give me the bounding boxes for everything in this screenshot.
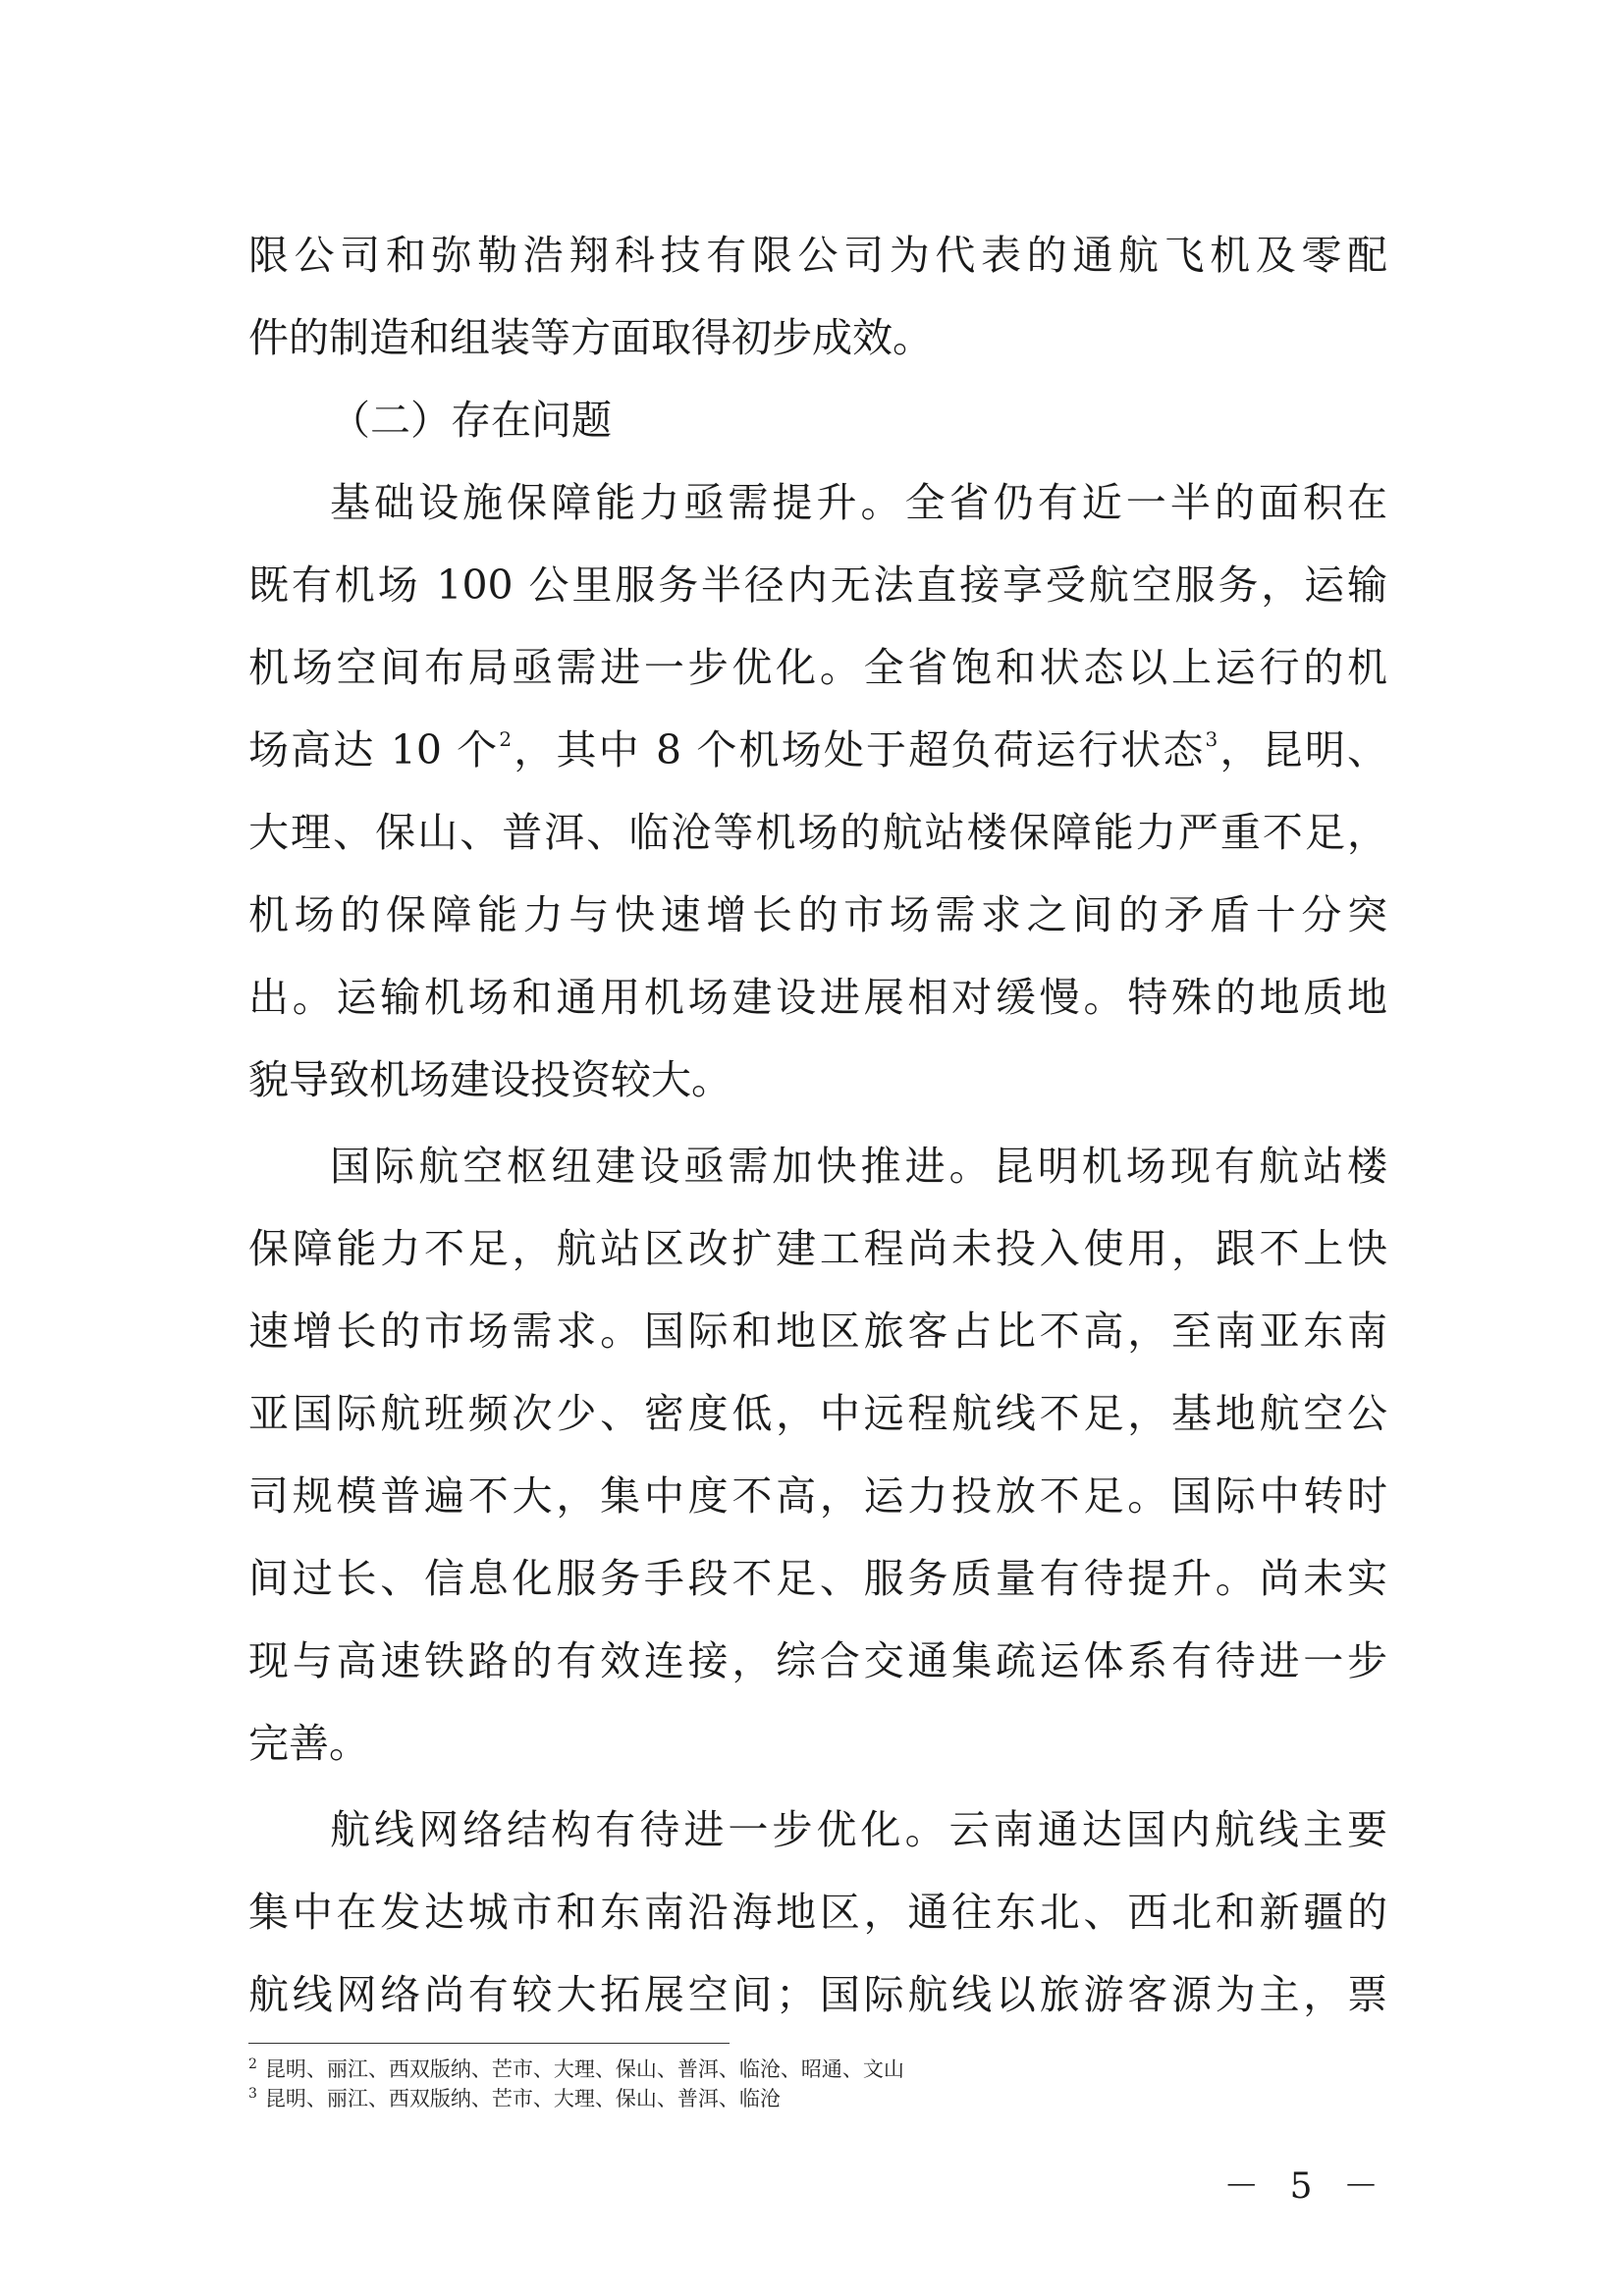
- text-line: 司规模普遍不大，集中度不高，运力投放不足。国际中转时: [248, 1472, 1387, 1520]
- text-line: 航线网络尚有较大拓展空间；国际航线以旅游客源为主，票: [248, 1971, 1387, 2018]
- text-line: 集中在发达城市和东南沿海地区，通往东北、西北和新疆的: [248, 1889, 1387, 1936]
- text-line: 完善。: [248, 1720, 369, 1767]
- text-segment: 场高达 10 个: [248, 726, 500, 774]
- text-line: 亚国际航班频次少、密度低，中远程航线不足，基地航空公: [248, 1390, 1387, 1437]
- text-line: 航线网络结构有待进一步优化。云南通达国内航线主要: [330, 1806, 1387, 1853]
- footnote-marker: 2: [248, 2056, 257, 2072]
- page-number: － 5 －: [1223, 2166, 1388, 2207]
- text-line: 机场空间布局亟需进一步优化。全省饱和状态以上运行的机: [248, 644, 1387, 691]
- text-line: 国际航空枢纽建设亟需加快推进。昆明机场现有航站楼: [330, 1143, 1387, 1190]
- paragraph-hub: [248, 1125, 1387, 1785]
- text-line: 貌导致机场建设投资较大。: [248, 1056, 731, 1103]
- footnote-ref-3: 3: [1205, 727, 1218, 751]
- footnote-item: [248, 2055, 1328, 2084]
- text-segment: ，其中 8 个机场处于超负荷运行状态: [512, 726, 1206, 774]
- paragraph-routes: [248, 1789, 1387, 2036]
- text-line: 速增长的市场需求。国际和地区旅客占比不高，至南亚东南: [248, 1308, 1387, 1355]
- text-line: 大理、保山、普洱、临沧等机场的航站楼保障能力严重不足，: [248, 809, 1387, 856]
- footnote-text: 昆明、丽江、西双版纳、芒市、大理、保山、普洱、临沧: [264, 2087, 781, 2110]
- text-line: 现与高速铁路的有效连接，综合交通集疏运体系有待进一步: [248, 1637, 1387, 1684]
- section-heading: （二）存在问题: [330, 397, 612, 444]
- text-line: 间过长、信息化服务手段不足、服务质量有待提升。尚未实: [248, 1555, 1387, 1602]
- footnotes: [248, 2055, 1328, 2113]
- footnote-text: 昆明、丽江、西双版纳、芒市、大理、保山、普洱、临沧、昭通、文山: [264, 2057, 904, 2081]
- text-line: 件的制造和组装等方面取得初步成效。: [248, 314, 933, 361]
- text-segment: ，昆明、: [1218, 726, 1387, 774]
- paragraph-infrastructure: [248, 461, 1387, 1121]
- text-line: 机场的保障能力与快速增长的市场需求之间的矛盾十分突: [248, 891, 1387, 938]
- text-line: 保障能力不足，航站区改扩建工程尚未投入使用，跟不上快: [248, 1225, 1387, 1272]
- footnote-marker: 3: [248, 2086, 257, 2102]
- text-line-with-footnotes: [248, 709, 1387, 791]
- text-line: 既有机场 100 公里服务半径内无法直接享受航空服务，运输: [248, 561, 1387, 609]
- paragraph-intro: [248, 214, 1387, 379]
- text-line: 出。运输机场和通用机场建设进展相对缓慢。特殊的地质地: [248, 974, 1387, 1021]
- text-line: 基础设施保障能力亟需提升。全省仍有近一半的面积在: [330, 479, 1387, 526]
- footnote-item: [248, 2084, 1328, 2113]
- footnote-ref-2: 2: [499, 727, 513, 751]
- body-text: [248, 214, 1387, 2036]
- text-line: 限公司和弥勒浩翔科技有限公司为代表的通航飞机及零配: [248, 232, 1387, 279]
- footnote-divider: [248, 2043, 730, 2044]
